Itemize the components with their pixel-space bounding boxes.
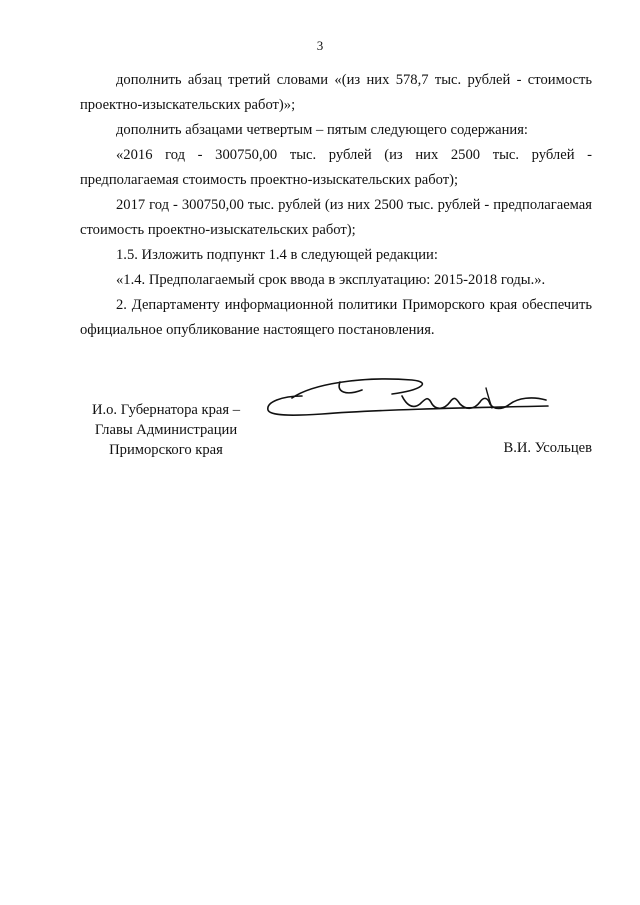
paragraph-7: 2. Департаменту информационной политики Приморского края обеспечить официальное опубликование настоящего постановления. <box>80 297 592 338</box>
signatory-title-line-1: И.о. Губернатора края – <box>91 402 241 418</box>
signatory-title <box>80 400 252 460</box>
page-number: 3 <box>316 38 324 53</box>
paragraph-4: 2017 год - 300750,00 тыс. рублей (из них 2500 тыс. рублей - предполагаемая стоимость проектно-изыскательских работ); <box>80 197 592 238</box>
paragraph-6: «1.4. Предполагаемый срок ввода в эксплуатацию: 2015-2018 годы.». <box>116 272 546 288</box>
paragraph-3: «2016 год - 300750,00 тыс. рублей (из них 2500 тыс. рублей - предполагаемая стоимость проектно-изыскательских работ); <box>80 147 592 188</box>
paragraph-2: дополнить абзацами четвертым – пятым следующего содержания: <box>116 122 528 138</box>
document-body <box>80 68 592 343</box>
handwritten-signature <box>262 370 562 430</box>
signatory-name: В.И. Усольцев <box>503 440 592 456</box>
signatory-title-line-3: Приморского края <box>109 442 223 458</box>
paragraph-1: дополнить абзац третий словами «(из них 578,7 тыс. рублей - стоимость проектно-изыскательских работ)»; <box>80 72 592 113</box>
paragraph-5: 1.5. Изложить подпункт 1.4 в следующей редакции: <box>116 247 438 263</box>
signatory-title-line-2: Главы Администрации <box>94 422 238 438</box>
